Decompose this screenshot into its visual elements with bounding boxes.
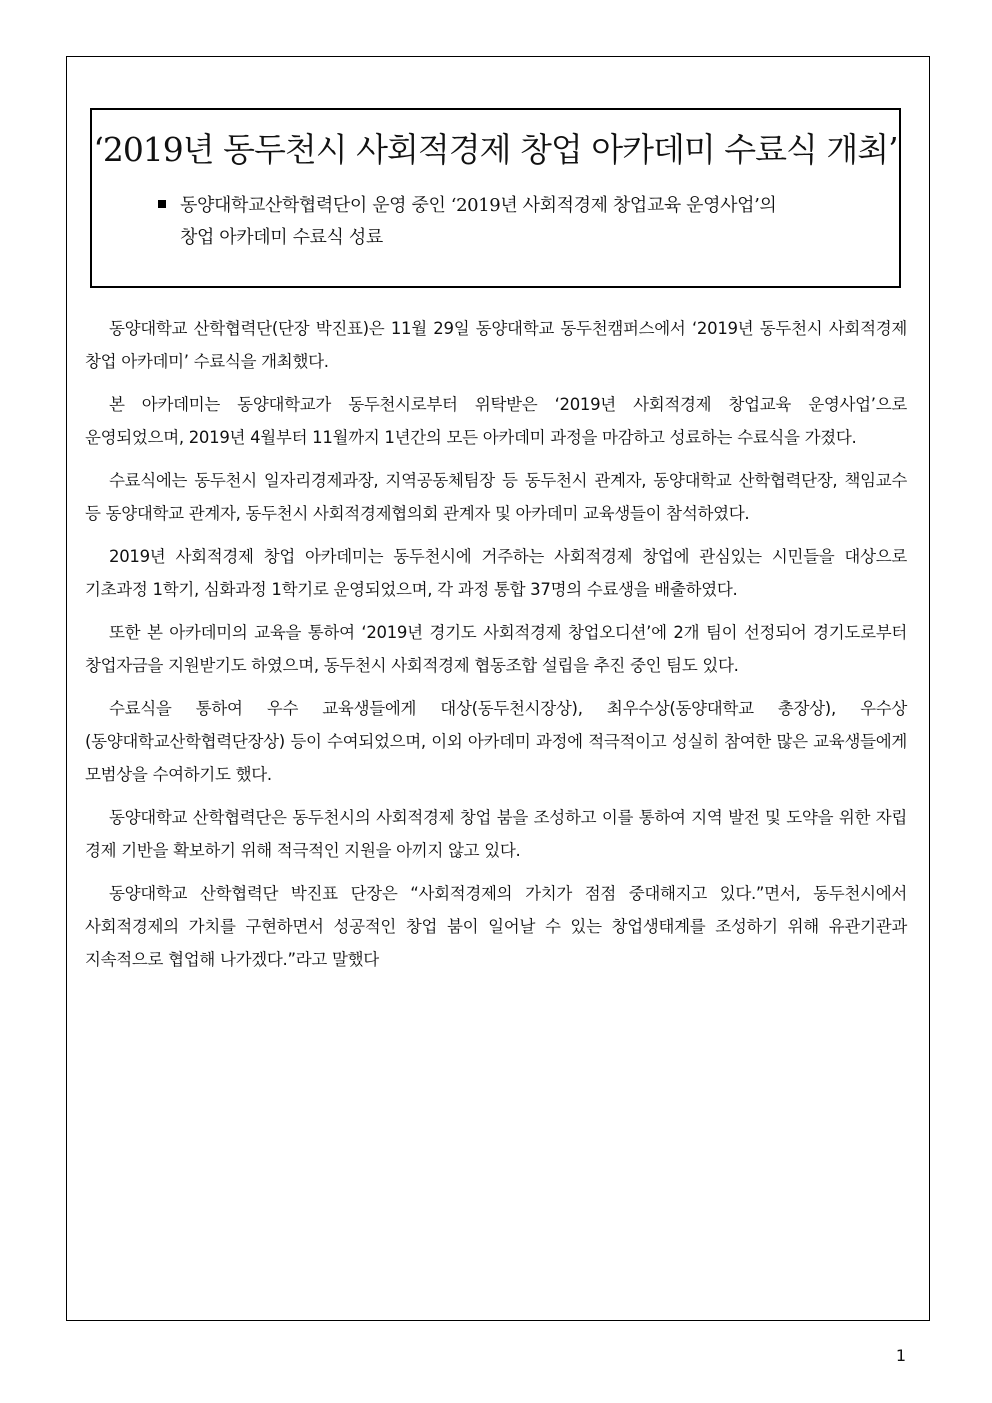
- headline-summary-text: [180, 190, 776, 254]
- page-number: 1: [895, 1346, 906, 1365]
- article-body: [85, 312, 907, 986]
- headline-summary-line: 동양대학교산학협력단이 운영 중인 ‘2019년 사회적경제 창업교육 운영사업’의: [180, 195, 777, 216]
- headline-summary: [158, 190, 878, 254]
- article-paragraph: 동양대학교 산학협력단 박진표 단장은 “사회적경제의 가치가 점점 중대해지고 있다.”면서, 동두천시에서 사회적경제의 가치를 구현하면서 성공적인 창업 붐이 일어날 수 있는 창업생태계를 조성하기 위해 유관기관과 지속적으로 협업해 나가겠다.”라고 말했다: [85, 884, 907, 969]
- article-paragraph: 2019년 사회적경제 창업 아카데미는 동두천시에 거주하는 사회적경제 창업에 관심있는 시민들을 대상으로 기초과정 1학기, 심화과정 1학기로 운영되었으며, 각 과정 통합 37명의 수료생을 배출하였다.: [85, 547, 907, 599]
- article-paragraph: 또한 본 아카데미의 교육을 통하여 ‘2019년 경기도 사회적경제 창업오디션’에 2개 팀이 선정되어 경기도로부터 창업자금을 지원받기도 하였으며, 동두천시 사회적경제 협동조합 설립을 추진 중인 팀도 있다.: [85, 623, 907, 675]
- article-paragraph: 동양대학교 산학협력단은 동두천시의 사회적경제 창업 붐을 조성하고 이를 통하여 지역 발전 및 도약을 위한 자립 경제 기반을 확보하기 위해 적극적인 지원을 아끼지 않고 있다.: [85, 808, 907, 860]
- article-paragraph: 동양대학교 산학협력단(단장 박진표)은 11월 29일 동양대학교 동두천캠퍼스에서 ‘2019년 동두천시 사회적경제 창업 아카데미’ 수료식을 개최했다.: [85, 319, 907, 371]
- headline-summary-line: 창업 아카데미 수료식 성료: [180, 227, 383, 248]
- headline-box: [90, 108, 901, 288]
- article-paragraph: 수료식에는 동두천시 일자리경제과장, 지역공동체팀장 등 동두천시 관계자, 동양대학교 산학협력단장, 책임교수 등 동양대학교 관계자, 동두천시 사회적경제협의회 관계자 및 아카데미 교육생들이 참석하였다.: [85, 471, 907, 523]
- square-bullet-icon: [158, 200, 166, 208]
- article-paragraph: 수료식을 통하여 우수 교육생들에게 대상(동두천시장상), 최우수상(동양대학교 총장상), 우수상(동양대학교산학협력단장상) 등이 수여되었으며, 이외 아카데미 과정에 적극적이고 성실히 참여한 많은 교육생들에게 모범상을 수여하기도 했다.: [85, 699, 907, 784]
- headline-title: ‘2019년 동두천시 사회적경제 창업 아카데미 수료식 개최’: [93, 130, 898, 169]
- article-paragraph: 본 아카데미는 동양대학교가 동두천시로부터 위탁받은 ‘2019년 사회적경제 창업교육 운영사업’으로 운영되었으며, 2019년 4월부터 11월까지 1년간의 모든 아카데미 과정을 마감하고 성료하는 수료식을 가졌다.: [85, 395, 907, 447]
